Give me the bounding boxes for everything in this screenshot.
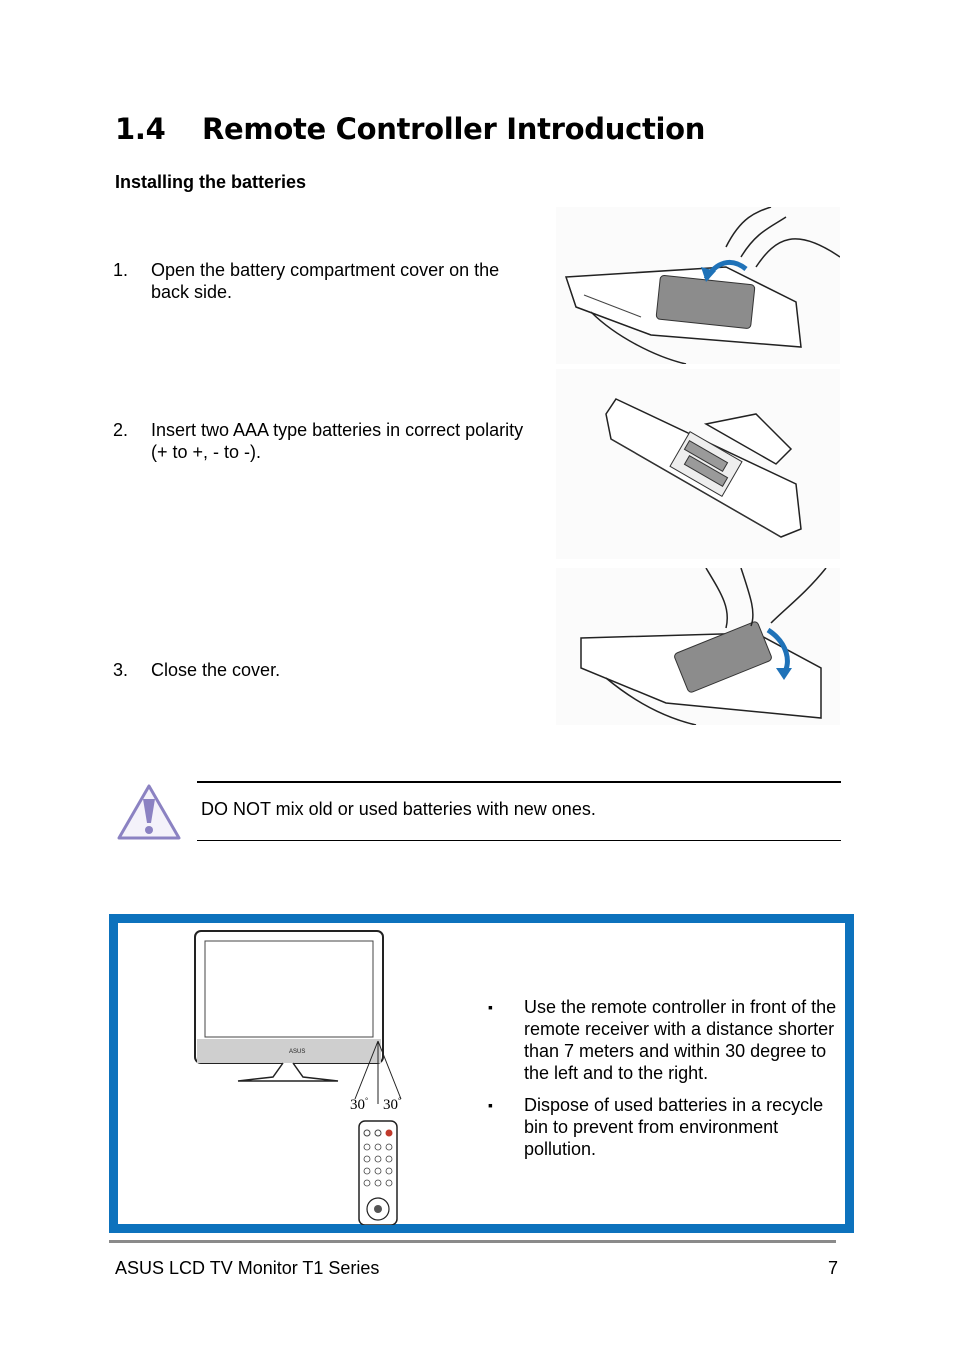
caution-text: DO NOT mix old or used batteries with new ones. [201,799,596,819]
figure-open-cover [556,207,840,364]
step-text: Close the cover. [151,660,281,680]
figure-close-cover [556,568,840,725]
angle-left-label: 30° [350,1096,369,1113]
angle-right-label: 30° [383,1096,402,1113]
note-text: Use the remote controller in front of the remote receiver with a distance shorter than 7 meters and within 30 degree to the left and to the right. [524,997,837,1083]
step-text: Open the battery compartment cover on the back side. [151,260,500,302]
caution-bottom-rule [197,840,841,841]
caution-top-rule [197,781,841,783]
note-box [109,914,854,1233]
step-number: 3. [113,660,129,680]
section-title: Remote Controller Introduction [202,112,706,146]
diagram-brand: ASUS [289,1049,306,1055]
figure-insert-batteries [556,369,840,559]
step-number: 1. [113,260,129,280]
bullet-icon: ▪ [488,999,493,1015]
tv-remote-range-diagram [193,929,415,1225]
list-item [486,1094,838,1160]
bullet-icon: ▪ [488,1097,493,1113]
list-item [486,996,838,1084]
section-number: 1.4 [115,112,166,146]
step-text: Insert two AAA type batteries in correct polarity (+ to +, - to -). [151,420,524,462]
note-text: Dispose of used batteries in a recycle bin to prevent from environment pollution. [524,1095,824,1159]
page-number: 7 [828,1258,839,1278]
warning-icon [116,783,182,841]
section-heading [115,112,705,146]
footer-title: ASUS LCD TV Monitor T1 Series [115,1258,380,1278]
notes-list [486,996,838,1170]
footer-rule [109,1240,836,1243]
subheading: Installing the batteries [115,172,307,192]
remote-control-icon [359,1121,397,1225]
step-number: 2. [113,420,129,440]
